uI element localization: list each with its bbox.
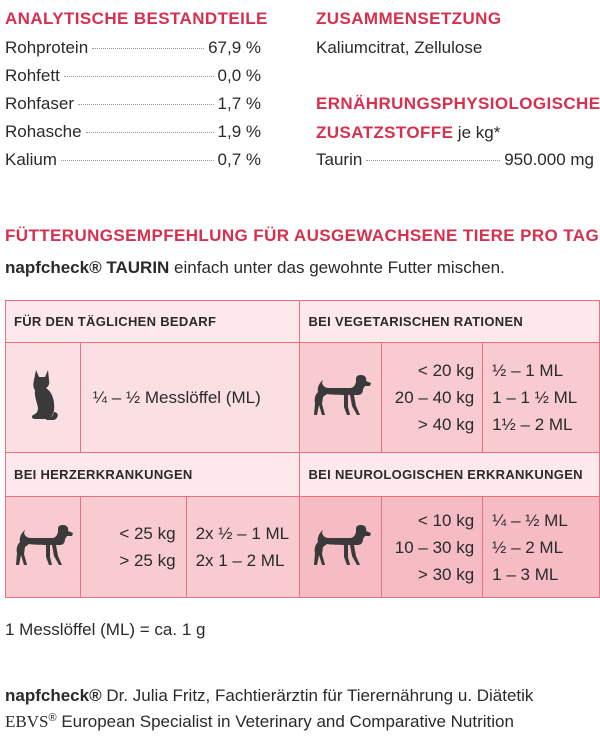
heart-doses-cell [186, 497, 300, 598]
dosage-table [5, 300, 600, 598]
weight-line: > 40 kg [417, 415, 475, 434]
dose-line: 2x 1 – 2 ML [195, 551, 285, 570]
nutrient-row [5, 66, 261, 92]
feeding-instruction-line [5, 258, 505, 278]
nutrient-label: Rohfett [5, 66, 60, 85]
dose-line: ½ – 2 ML [492, 537, 564, 557]
feeding-title: FÜTTERUNGSEMPFEHLUNG FÜR AUSGEWACHSENE TIERE PRO TAG [5, 226, 600, 245]
leader-dots [78, 104, 214, 105]
daily-dose: ¼ – ½ Messlöffel (ML) [92, 387, 261, 407]
additives-title-line2-wrap [316, 123, 500, 143]
brand-reg: ® [89, 258, 102, 277]
weight-line: < 10 kg [417, 510, 475, 530]
measure-note: 1 Messlöffel (ML) = ca. 1 g [5, 620, 206, 639]
leader-dots [92, 48, 204, 49]
heart-icon-cell [6, 497, 81, 598]
nutrient-value: 0,0 % [217, 66, 261, 85]
nutrient-label: Rohfaser [5, 94, 74, 113]
dose-line: ½ – 1 ML [492, 361, 564, 380]
additive-label: Taurin [316, 150, 363, 169]
leader-dots [64, 76, 214, 77]
nutrient-row [5, 122, 261, 148]
dog-icon [310, 373, 372, 417]
brand-name: napfcheck [5, 258, 90, 277]
leader-dots [366, 160, 500, 161]
weight-line: 10 – 30 kg [394, 537, 475, 557]
footer-author-line [5, 686, 533, 706]
dose-line: 1 – 3 ML [492, 564, 559, 584]
dose-line: 1½ – 2 ML [492, 415, 573, 434]
nutrient-value: 0,7 % [217, 150, 261, 169]
neuro-weights-cell [382, 497, 483, 598]
weight-line: < 20 kg [417, 361, 475, 380]
dose-line: 2x ½ – 1 ML [195, 524, 290, 543]
vegetarian-icon-cell [300, 343, 382, 453]
footer-ebvs-line [5, 712, 514, 732]
nutrient-value: 67,9 % [208, 38, 261, 57]
additive-value: 950.000 mg [504, 150, 594, 169]
leader-dots [86, 132, 214, 133]
nutrient-label: Rohprotein [5, 38, 89, 57]
additives-title-line1: ERNÄHRUNGSPHYSIOLOGISCHE [316, 94, 600, 113]
heart-header: BEI HERZERKRANKUNGEN [6, 453, 300, 497]
feeding-instruction: einfach unter das gewohnte Futter mischen. [174, 258, 505, 277]
nutrient-row [5, 150, 261, 176]
daily-dose-cell [80, 343, 300, 453]
ebvs-logo: EBVS [5, 712, 49, 731]
footer-brand-reg: ® [89, 686, 102, 705]
nutrient-row [5, 94, 261, 120]
nutrient-value: 1,7 % [217, 94, 261, 113]
footer-brand: napfcheck [5, 686, 90, 705]
additives-unit-note: je kg* [457, 123, 501, 142]
analysis-title: ANALYTISCHE BESTANDTEILE [5, 9, 268, 28]
neuro-header: BEI NEUROLOGISCHEN ERKRANKUNGEN [300, 453, 600, 497]
dose-line: ¼ – ½ ML [492, 510, 568, 530]
weight-line: > 25 kg [119, 551, 176, 570]
heart-weights-cell [80, 497, 186, 598]
weight-line: < 25 kg [119, 524, 176, 543]
ebvs-text: European Specialist in Veterinary and Comparative Nutrition [61, 712, 514, 731]
vegetarian-doses-cell [483, 343, 600, 453]
nutrient-value: 1,9 % [217, 122, 261, 141]
footer-author: Dr. Julia Fritz, Fachtierärztin für Tierernährung u. Diätetik [106, 686, 534, 705]
additives-title-line2: ZUSATZSTOFFE [316, 123, 454, 142]
dog-icon [310, 523, 372, 567]
nutrient-label: Rohasche [5, 122, 82, 141]
dose-line: 1 – 1 ½ ML [492, 388, 578, 407]
composition-text: Kaliumcitrat, Zellulose [316, 38, 483, 57]
weight-line: 20 – 40 kg [394, 388, 475, 407]
weight-line: > 30 kg [417, 564, 475, 584]
nutrient-row [5, 38, 261, 64]
daily-header: FÜR DEN TÄGLICHEN BEDARF [6, 301, 300, 343]
product-name: TAURIN [106, 258, 170, 277]
leader-dots [61, 160, 214, 161]
neuro-icon-cell [300, 497, 382, 598]
ebvs-reg: ® [48, 712, 57, 724]
cat-icon [26, 368, 60, 422]
vegetarian-header: BEI VEGETARISCHEN RATIONEN [300, 301, 600, 343]
neuro-doses-cell [483, 497, 600, 598]
composition-title: ZUSAMMENSETZUNG [316, 9, 502, 28]
vegetarian-weights-cell [382, 343, 483, 453]
dog-icon [12, 523, 74, 567]
nutrient-label: Kalium [5, 150, 57, 169]
additive-row [316, 150, 594, 176]
daily-icon-cell [6, 343, 81, 453]
